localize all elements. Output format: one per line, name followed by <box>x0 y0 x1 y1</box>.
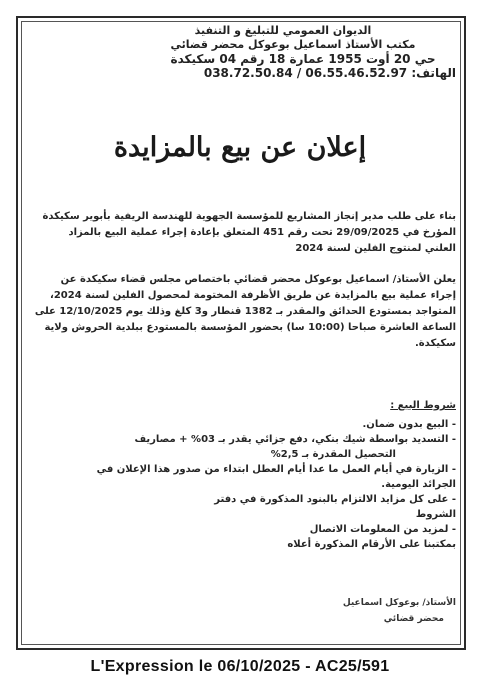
header-phone <box>150 66 456 80</box>
condition-item: - البيع بدون ضمان. <box>362 419 456 430</box>
signature-title: محضر قضائي <box>383 614 444 624</box>
sale-conditions <box>34 398 456 552</box>
signature-name: الأستاذ/ بوعوكل اسماعيل <box>342 598 456 608</box>
intro-paragraph <box>34 209 456 257</box>
publication-footer: L'Expression le 06/10/2025 - AC25/591 <box>90 658 390 675</box>
condition-item: - على كل مزايد الالتزام بالبنود المذكورة في دفتر <box>214 494 456 505</box>
condition-item: بمكتبنا على الأرقام المذكورة أعلاه <box>287 539 456 550</box>
conditions-title: شروط البيع : <box>390 400 456 411</box>
announcement-paragraph <box>34 272 456 352</box>
condition-item: - التسديد بواسطة شيك بنكي، دفع جزائي يقدر بـ 03% + مصاريف <box>134 434 456 445</box>
phone-label: الهاتف: <box>411 66 456 80</box>
condition-item: الجرائد اليومية. <box>381 479 456 490</box>
page-title: إعلان عن بيع بالمزايدة <box>113 132 367 163</box>
condition-item: الشروط <box>415 509 456 520</box>
signature-block <box>34 595 456 627</box>
condition-item: - الزيارة في أيام العمل ما عدا أيام العطل ابتداء من صدور هذا الإعلان في <box>96 464 456 475</box>
phone-numbers: 038.72.50.84 / 06.55.46.52.97 <box>203 66 408 80</box>
header-bailiff-name: مكتب الأستاذ اسماعيل بوعوكل محضر قضائي <box>170 38 416 51</box>
condition-item: - لمزيد من المعلومات الاتصال <box>309 524 456 535</box>
bailiff-header <box>150 24 456 80</box>
intro-text: بناء على طلب مدير إنجاز المشاريع للمؤسسة الجهوية للهندسة الريفية بأبوير سكيكدة المؤرخ في 29/09/2025 تحت رقم 451 المتعلق بإعادة إجراء عملية البيع بالمزاد العلني لمنتوج الفلين لسنة 2024 <box>42 211 456 254</box>
header-address: حي 20 أوت 1955 عمارة 18 رقم 04 سكيكدة <box>170 52 436 66</box>
condition-item: التحصيل المقدرة بـ 2,5% <box>270 449 396 460</box>
header-office-name: الديوان العمومي للتبليغ و التنفيذ <box>194 24 372 37</box>
announcement-text: يعلن الأستاذ/ اسماعيل بوعوكل محضر قضائي باختصاص مجلس قضاء سكيكدة عن إجراء عملية بيع بالمزايدة عن طريق الأظرفة المختومة لمحصول الفلين لسنة 2024، المتواجد بمستودع الحدائق والمقدر بـ 1382 قنطار و3 كلغ وذلك يوم 12/10/2025 على الساعة العاشرة صباحا (10:00 سا) بحضور المؤسسة بالمستودع ببلدية الحروش ولاية سكيكدة. <box>34 274 456 349</box>
